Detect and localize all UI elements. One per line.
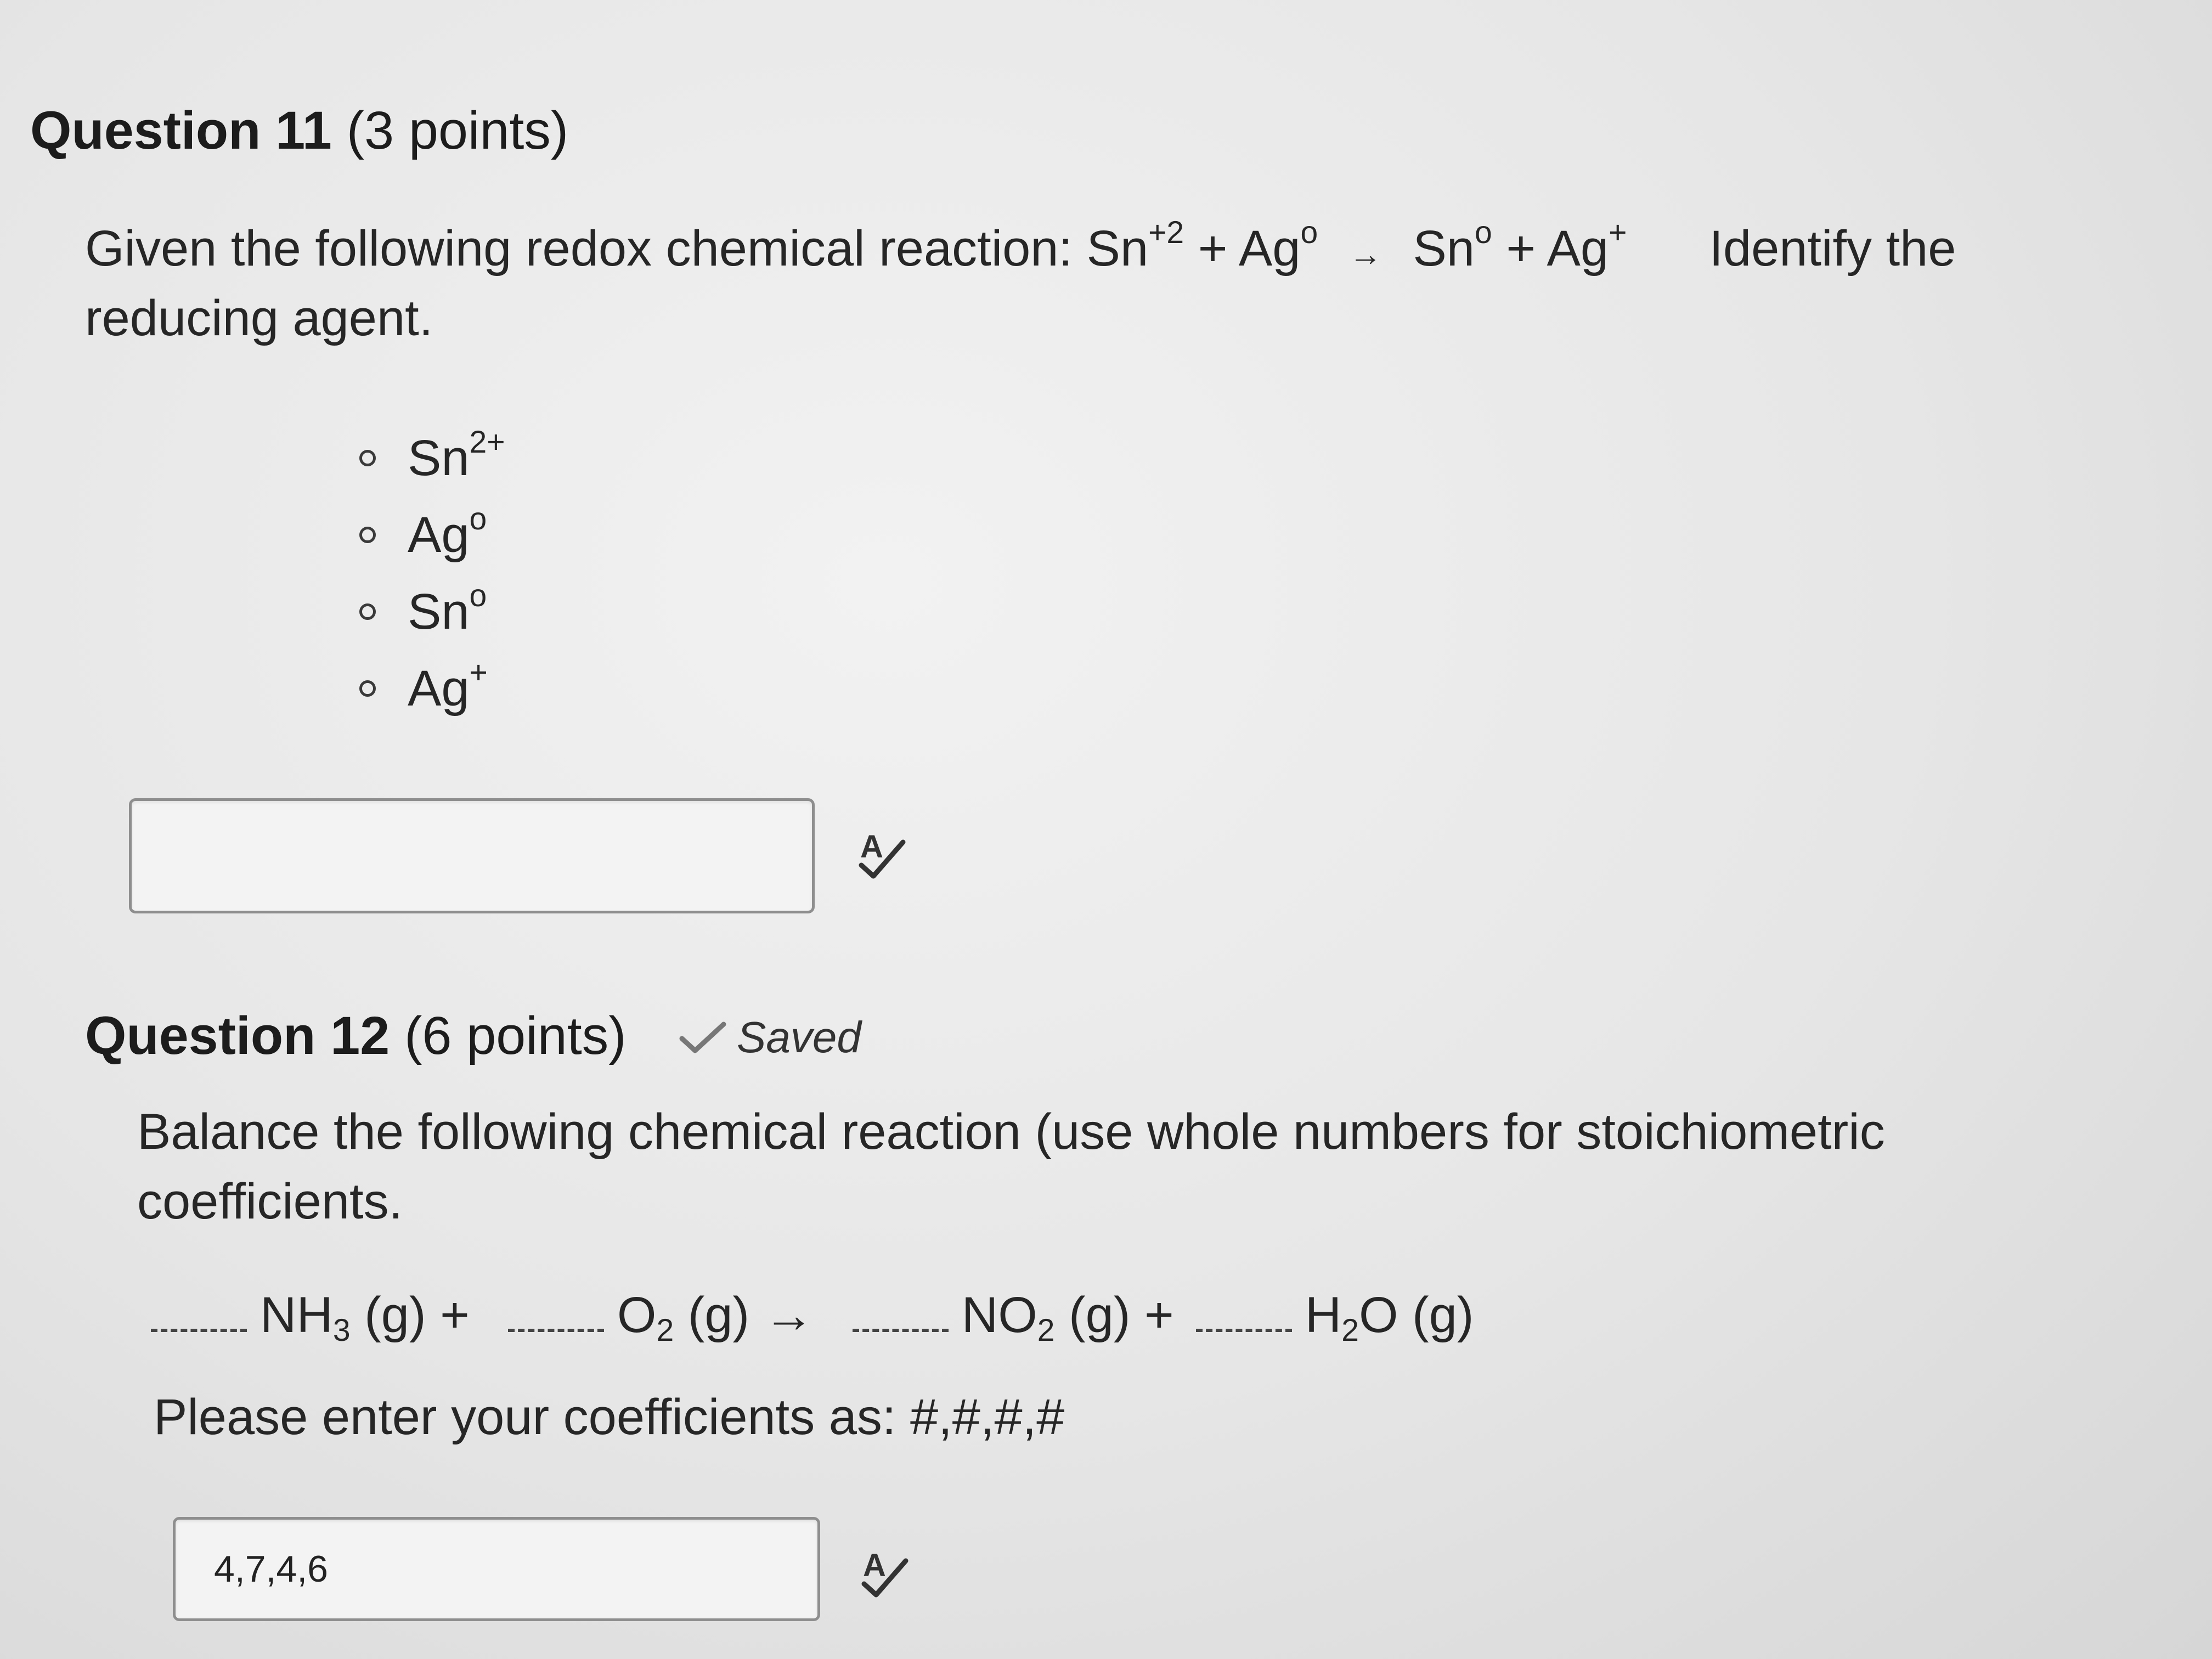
reactant-o2: $O_2$ (g) →: [617, 1287, 814, 1348]
coefficient-blank: [853, 1318, 949, 1332]
svg-text:A: A: [860, 829, 883, 865]
option-label: Ag$^o$: [408, 501, 487, 563]
product-no2: $NO_2$ (g) +: [961, 1287, 1174, 1348]
option-sn0[interactable]: [359, 573, 505, 650]
reaction-equation: [151, 1286, 1474, 1348]
saved-status: [678, 1012, 861, 1063]
option-label: Sn$^o$: [408, 578, 487, 640]
coefficient-blank: [151, 1318, 247, 1332]
coefficient-blank: [1196, 1318, 1292, 1332]
q12-points: (6 points): [404, 1006, 627, 1065]
radio-icon[interactable]: [359, 680, 376, 697]
reactant-nh3: $NH_3$ (g) +: [260, 1287, 470, 1348]
check-icon: [678, 1021, 727, 1054]
q11-number: Question 11: [30, 100, 332, 160]
option-agplus[interactable]: [359, 650, 505, 727]
radio-icon[interactable]: [359, 527, 376, 543]
q11-title: [30, 101, 568, 160]
q11-points: (3 points): [346, 100, 569, 160]
radio-icon[interactable]: [359, 603, 376, 620]
product-h2o: $H_2O$ (g): [1305, 1287, 1474, 1348]
q12-prompt: Balance the following chemical reaction (use whole numbers for stoichiometric coefficients.: [137, 1104, 1885, 1229]
option-label: Ag+: [408, 654, 488, 716]
spellcheck-icon[interactable]: [850, 826, 911, 886]
radio-icon[interactable]: [359, 450, 376, 466]
q12-answer-input[interactable]: [173, 1517, 820, 1621]
coefficient-blank: [508, 1318, 604, 1332]
q11-answer-input[interactable]: [129, 798, 815, 913]
q12-instructions: Please enter your coefficients as: #,#,#,#: [154, 1389, 1065, 1445]
option-sn2plus[interactable]: [359, 420, 505, 496]
q11-options: [359, 420, 505, 727]
saved-label: Saved: [737, 1013, 861, 1062]
q11-prompt: Given the following redox chemical reaction: $Sn^{+2} + Ag^o \to Sn^o + Ag^+$ Identify the reducing agent.: [85, 215, 1956, 346]
q12-number: Question 12: [85, 1006, 390, 1065]
spellcheck-icon[interactable]: [853, 1544, 913, 1605]
option-ag0[interactable]: [359, 496, 505, 573]
svg-text:A: A: [863, 1548, 886, 1583]
option-label: $Sn^{2+}$: [408, 424, 505, 486]
q12-title: [85, 1007, 627, 1065]
